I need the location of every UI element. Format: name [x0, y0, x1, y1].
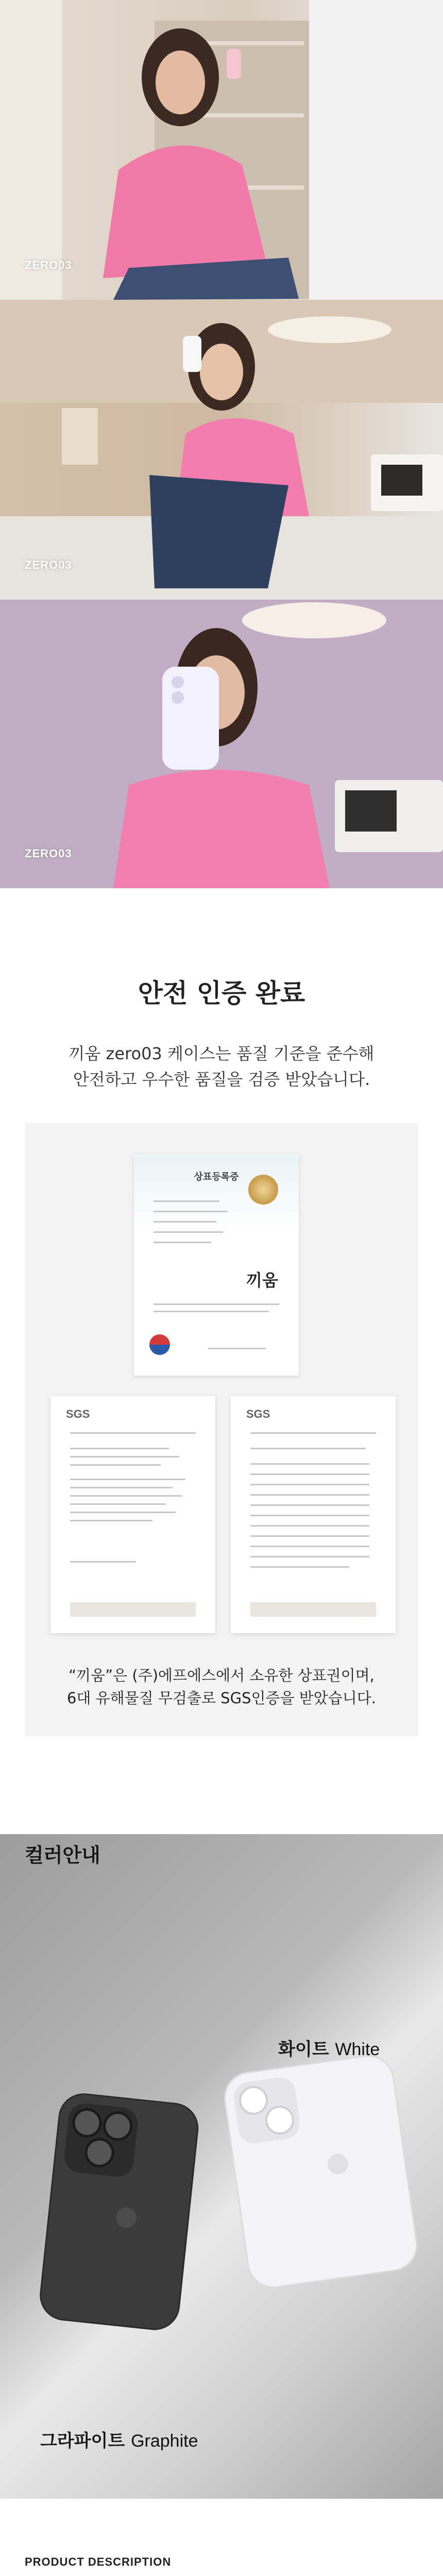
certificate-medal-icon: [248, 1175, 278, 1205]
trademark-certificate-mark: 끼움: [246, 1270, 278, 1290]
certification-description: [0, 1041, 443, 1092]
sgs-test-report-2: [231, 1396, 396, 1633]
lifestyle-photo-1: [0, 0, 443, 300]
lifestyle-photo-3: [0, 600, 443, 888]
lifestyle-photo-2-illustration: [0, 300, 443, 600]
certification-description-line-2: 안전하고 우수한 품질을 검증 받았습니다.: [73, 1070, 370, 1089]
lifestyle-photo-1-illustration: [0, 0, 443, 300]
color-guide-illustration: [0, 1834, 443, 2499]
trademark-certificate: [134, 1154, 299, 1376]
certification-title: 안전 인증 완료: [138, 978, 305, 1008]
certification-description-line-1: 끼움 zero03 케이스는 품질 기준을 준수해: [69, 1044, 374, 1063]
korea-emblem-icon: [149, 1334, 170, 1355]
certificate-panel: [25, 1123, 418, 1736]
trademark-certificate-title: 상표등록증: [194, 1172, 239, 1182]
color-label-white: [278, 2035, 380, 2060]
photo-brand-label: ZERO03: [25, 847, 72, 860]
certification-note-line-1: “끼움”은 (주)에프에스에서 소유한 상표권이며,: [69, 1667, 374, 1684]
color-label-graphite-en: Graphite: [131, 2431, 198, 2451]
product-description-title: PRODUCT DESCRIPTION: [25, 2555, 172, 2568]
sgs-logo: SGS: [246, 1408, 270, 1420]
color-label-white-ko: 화이트: [278, 2039, 329, 2060]
color-guide-photo: [0, 1834, 443, 2499]
color-label-graphite-ko: 그라파이트: [40, 2431, 125, 2451]
color-label-white-en: White: [335, 2040, 380, 2059]
sgs-test-report-1: [50, 1396, 215, 1633]
sgs-logo: SGS: [66, 1408, 90, 1420]
certification-note: [25, 1664, 418, 1709]
color-label-graphite: [40, 2427, 198, 2452]
photo-brand-label: ZERO03: [25, 558, 72, 571]
certification-note-line-2: 6대 유해물질 무검출로 SGS인증을 받았습니다.: [66, 1689, 377, 1707]
photo-brand-label: ZERO03: [25, 259, 72, 272]
lifestyle-photo-2: [0, 300, 443, 600]
color-guide-title: 컬러안내: [25, 1844, 100, 1867]
lifestyle-photo-3-illustration: [0, 600, 443, 888]
